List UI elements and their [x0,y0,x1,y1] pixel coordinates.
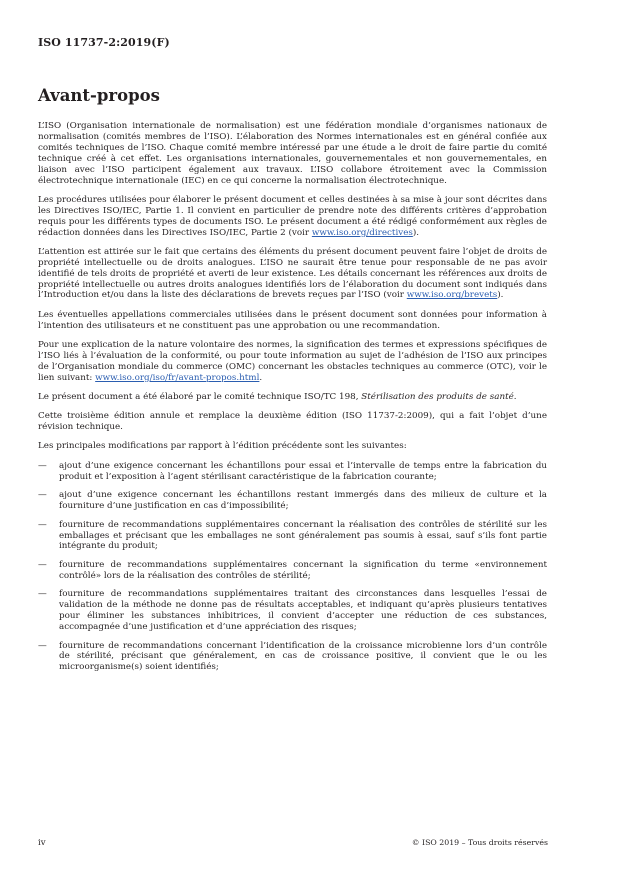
paragraph-voluntary-nature [38,340,547,384]
committee-title: Stérilisation des produits de santé [361,391,514,402]
list-item-text: fourniture de recommandations concernant l’identification de la croissance microbienne lors d’un contrôle de stérilité, précisant que généralement, en cas de croissance positive, il convient que le ou les microorganisme(s) soient identifiés; [59,640,547,673]
list-item-text: fourniture de recommandations supplémentaires concernant la signification du terme «environnement contrôlé» lors de la réalisation des contrôles de stérilité; [59,559,547,581]
copyright-notice: © ISO 2019 – Tous droits réservés [411,838,548,847]
dash-bullet: — [38,640,47,651]
page-title: Avant-propos [38,86,160,105]
list-item-text: ajout d’une exigence concernant les échantillons restant immergés dans des milieux de culture et la fourniture d’une justification en cas d’impossibilité; [59,490,547,512]
paragraph-patents-end: ). [497,290,504,301]
dash-bullet: — [38,490,47,501]
paragraph-committee-end: . [513,391,517,402]
foreword-body [38,121,547,681]
paragraph-committee [38,392,547,403]
paragraph-procedures-end: ). [412,227,420,238]
paragraph-procedures [38,195,547,239]
paragraph-patents-text: L’attention est attirée sur le fait que certains des éléments du présent document peuvent faire l’objet de droits de propriété intellectuelle ou de droits analogues. L’ISO ne saurait être tenue pour responsable de ne pas avoir identifié de tels droits de propriété et averti de leur existence. Les détails concernant les références aux droits de propriété intellectuelle ou autres droits analogues identifiés lors de l’élaboration du document sont indiqués dans l’Introduction et/ou dans la liste des déclarations de brevets reçues par l’ISO (voir [38,246,547,301]
dash-bullet: — [38,460,47,471]
list-item-text: ajout d’une exigence concernant les échantillons pour essai et l’intervalle de temps entre la fabrication du produit et l’exposition à l’agent stérilisant caractéristique de la fabrication courante; [59,460,547,482]
list-item [38,560,547,582]
paragraph-procedures-text: Les procédures utilisées pour élaborer le présent document et celles destinées à sa mise à jour sont décrites dans les Directives ISO/IEC, Partie 1. Il convient en particulier de prendre note des différents critères d’approbation requis pour les différents types de documents ISO. Le présent document a été rédigé conformément aux règles de rédaction données dans les Directives ISO/IEC, Partie 2 (voir [38,194,547,238]
foreword-link[interactable]: www.iso.org/iso/fr/avant-propos.html [95,372,260,383]
paragraph-trade-names: Les éventuelles appellations commerciales utilisées dans le présent document sont données pour information à l’intention des utilisateurs et ne constituent pas une approbation ou une recommandation. [38,309,547,331]
list-item-text: fourniture de recommandations supplémentaires concernant la réalisation des contrôles de stérilité sur les emballages et précisant que les emballages ne sont généralement pas soumis à essai, sauf s’ils font partie intégrante du produit; [59,519,547,552]
paragraph-patents [38,247,547,302]
dash-bullet: — [38,559,47,570]
list-item [38,641,547,674]
list-item [38,520,547,553]
paragraph-changes-intro: Les principales modifications par rapport à l’édition précédente sont les suivantes: [38,441,407,452]
paragraph-edition: Cette troisième édition annule et remplace la deuxième édition (ISO 11737-2:2009), qui a fait l’objet d’une révision technique. [38,411,547,433]
paragraph-iso-intro: L’ISO (Organisation internationale de normalisation) est une fédération mondiale d’organismes nationaux de normalisation (comités membres de l’ISO). L’élaboration des Normes internationales est en général confiée aux comités techniques de l’ISO. Chaque comité membre intéressé par une étude a le droit de faire partie du comité technique créé à cet effet. Les organisations internationales, gouvernementales et non gouvernementales, en liaison avec l’ISO participent également aux travaux. L’ISO collabore étroitement avec la Commission électrotechnique internationale (IEC) en ce qui concerne la normalisation électrotechnique. [38,121,547,186]
paragraph-voluntary-text: Pour une explication de la nature volontaire des normes, la signification des termes et expressions spécifiques de l’ISO liés à l’évaluation de la conformité, ou pour toute information au sujet de l’adhésion de l’ISO aux principes de l’Organisation mondiale du commerce (OMC) concernant les obstacles techniques au commerce (OTC), voir le lien suivant: [38,339,547,383]
list-item [38,461,547,483]
paragraph-voluntary-end: . [259,372,263,383]
page-number: iv [38,838,46,848]
directives-link[interactable]: www.iso.org/directives [311,227,413,238]
document-id-header: ISO 11737-2:2019(F) [38,36,170,49]
dash-bullet: — [38,589,47,600]
list-item [38,490,547,512]
patents-link[interactable]: www.iso.org/brevets [406,290,498,301]
list-item-text: fourniture de recommandations supplémentaires traitant des circonstances dans lesquelles l’essai de validation de la méthode ne donne pas de résultats acceptables, et indiquant qu’après plusieurs tentatives pour éliminer les substances inhibitrices, il convient d’accepter une réduction de ces substances, accompagnée d’une justification et d’une appréciation des risques; [59,589,547,633]
changes-list [38,461,547,673]
paragraph-committee-text: Le présent document a été élaboré par le comité technique ISO/TC 198, [38,391,362,402]
list-item [38,589,547,633]
dash-bullet: — [38,519,47,530]
